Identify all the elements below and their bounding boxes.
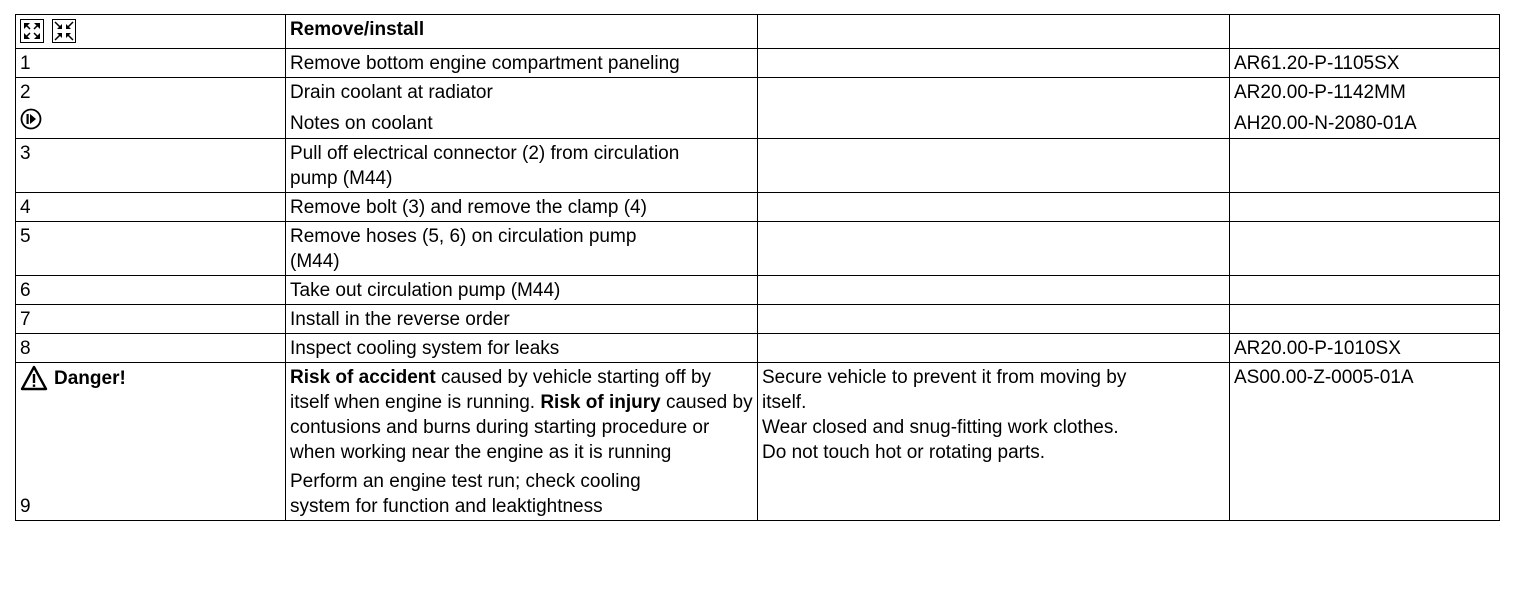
table-row <box>16 222 1500 276</box>
measure-line-1: Secure vehicle to prevent it from moving by <box>762 367 1127 388</box>
step-number: 1 <box>20 53 31 74</box>
step-text: Drain coolant at radiator <box>290 82 493 103</box>
measure-line-4: Do not touch hot or rotating parts. <box>762 442 1046 463</box>
table-row <box>16 139 1500 193</box>
table-row <box>16 49 1500 78</box>
step-number: 6 <box>20 280 31 301</box>
step-number: 5 <box>20 226 31 247</box>
header-empty-cell <box>758 15 1230 49</box>
note-reference-link[interactable]: AH20.00-N-2080-01A <box>1234 113 1417 134</box>
step-number: 3 <box>20 143 31 164</box>
reference-link[interactable]: AR20.00-P-1010SX <box>1234 338 1401 359</box>
info-arrow-circle-icon <box>20 108 42 130</box>
danger-label <box>20 365 126 391</box>
step-text: Inspect cooling system for leaks <box>290 338 560 359</box>
collapse-arrows-icon[interactable] <box>52 19 76 43</box>
risk-accident-text: caused by vehicle starting off by itself when engine is running. <box>290 367 712 413</box>
step-number: 8 <box>20 338 31 359</box>
step-text: Take out circulation pump (M44) <box>290 280 561 301</box>
step-number: 9 <box>20 496 31 517</box>
step-text-line-2: system for function and leaktightness <box>290 496 603 517</box>
reference-link[interactable]: AR20.00-P-1142MM <box>1234 82 1406 103</box>
reference-link[interactable]: AR61.20-P-1105SX <box>1234 53 1400 74</box>
header-row <box>16 15 1500 49</box>
step-text: Remove bottom engine compartment paneling <box>290 53 680 74</box>
table-row <box>16 276 1500 305</box>
step-text-line-1: Remove hoses (5, 6) on circulation pump <box>290 226 637 247</box>
risk-injury-heading: Risk of injury <box>540 392 661 413</box>
procedure-table <box>15 14 1500 521</box>
table-row <box>16 78 1500 139</box>
danger-reference-link[interactable]: AS00.00-Z-0005-01A <box>1234 367 1414 388</box>
section-title: Remove/install <box>290 19 425 40</box>
step-number: 7 <box>20 309 31 330</box>
step-text: Remove bolt (3) and remove the clamp (4) <box>290 197 647 218</box>
table-row <box>16 334 1500 363</box>
step-number: 4 <box>20 197 31 218</box>
header-empty-ref-cell <box>1230 15 1500 49</box>
step-number: 2 <box>20 82 31 103</box>
danger-description <box>290 365 753 465</box>
step-text-line-2: pump (M44) <box>290 168 393 189</box>
step-text-line-2: (M44) <box>290 251 340 272</box>
table-row <box>16 305 1500 334</box>
expand-arrows-icon[interactable] <box>20 19 44 43</box>
risk-injury-text: caused by contusions and burns during starting procedure or when working near the engine as it is running <box>290 392 753 463</box>
header-title-cell <box>286 15 758 49</box>
step-text-line-1: Pull off electrical connector (2) from circulation <box>290 143 680 164</box>
measure-line-3: Wear closed and snug-fitting work clothes. <box>762 417 1119 438</box>
measure-line-2: itself. <box>762 392 807 413</box>
danger-label-text: Danger! <box>54 367 126 389</box>
warning-triangle-icon <box>20 365 48 391</box>
table-row <box>16 193 1500 222</box>
danger-row <box>16 363 1500 521</box>
note-text: Notes on coolant <box>290 113 433 134</box>
header-icons-cell <box>16 15 286 49</box>
risk-accident-heading: Risk of accident <box>290 367 436 388</box>
step-text-line-1: Perform an engine test run; check cooling <box>290 471 641 492</box>
step-text: Install in the reverse order <box>290 309 510 330</box>
